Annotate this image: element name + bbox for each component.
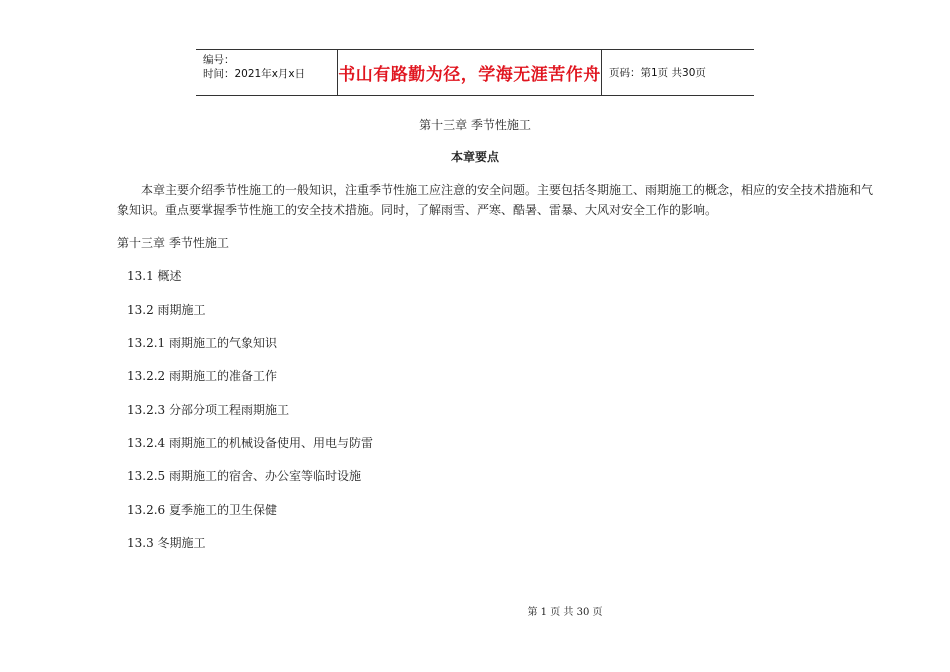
- toc-item: 13.2.2 雨期施工的准备工作: [127, 369, 277, 383]
- header-page-number: 页码：第1页 共30页: [609, 67, 706, 79]
- toc-item: 13.2.1 雨期施工的气象知识: [127, 336, 277, 350]
- header-meta-cell: [196, 50, 338, 95]
- toc-item: 13.2.4 雨期施工的机械设备使用、用电与防雷: [127, 436, 373, 450]
- header-slogan: 书山有路勤为径，学海无涯苦作舟: [338, 50, 602, 95]
- toc-item: 13.2.3 分部分项工程雨期施工: [127, 403, 289, 417]
- toc-item: 13.2.6 夏季施工的卫生保健: [127, 503, 277, 517]
- intro-paragraph: 本章主要介绍季节性施工的一般知识，注重季节性施工应注意的安全问题。主要包括冬期施工、雨期施工的概念，相应的安全技术措施和气象知识。重点要掌握季节性施工的安全技术措施。同时，了解雨雪、严寒、酷暑、雷暴、大风对安全工作的影响。: [117, 183, 874, 217]
- key-points-title: 本章要点: [450, 150, 499, 164]
- toc-item: 13.3 冬期施工: [127, 536, 206, 550]
- chapter-title: 第十三章 季节性施工: [419, 118, 531, 132]
- toc-item: 13.2 雨期施工: [127, 303, 206, 317]
- toc-item: 13.1 概述: [127, 269, 182, 283]
- page-footer: 第 1 页 共 30 页: [527, 607, 603, 618]
- document-header: [196, 49, 754, 96]
- toc-item: 13.2.5 雨期施工的宿舍、办公室等临时设施: [127, 469, 361, 483]
- toc-heading: 第十三章 季节性施工: [117, 236, 229, 250]
- number-label: 编号：: [203, 54, 235, 66]
- time-label: 时间：2021年x月x日: [203, 68, 306, 80]
